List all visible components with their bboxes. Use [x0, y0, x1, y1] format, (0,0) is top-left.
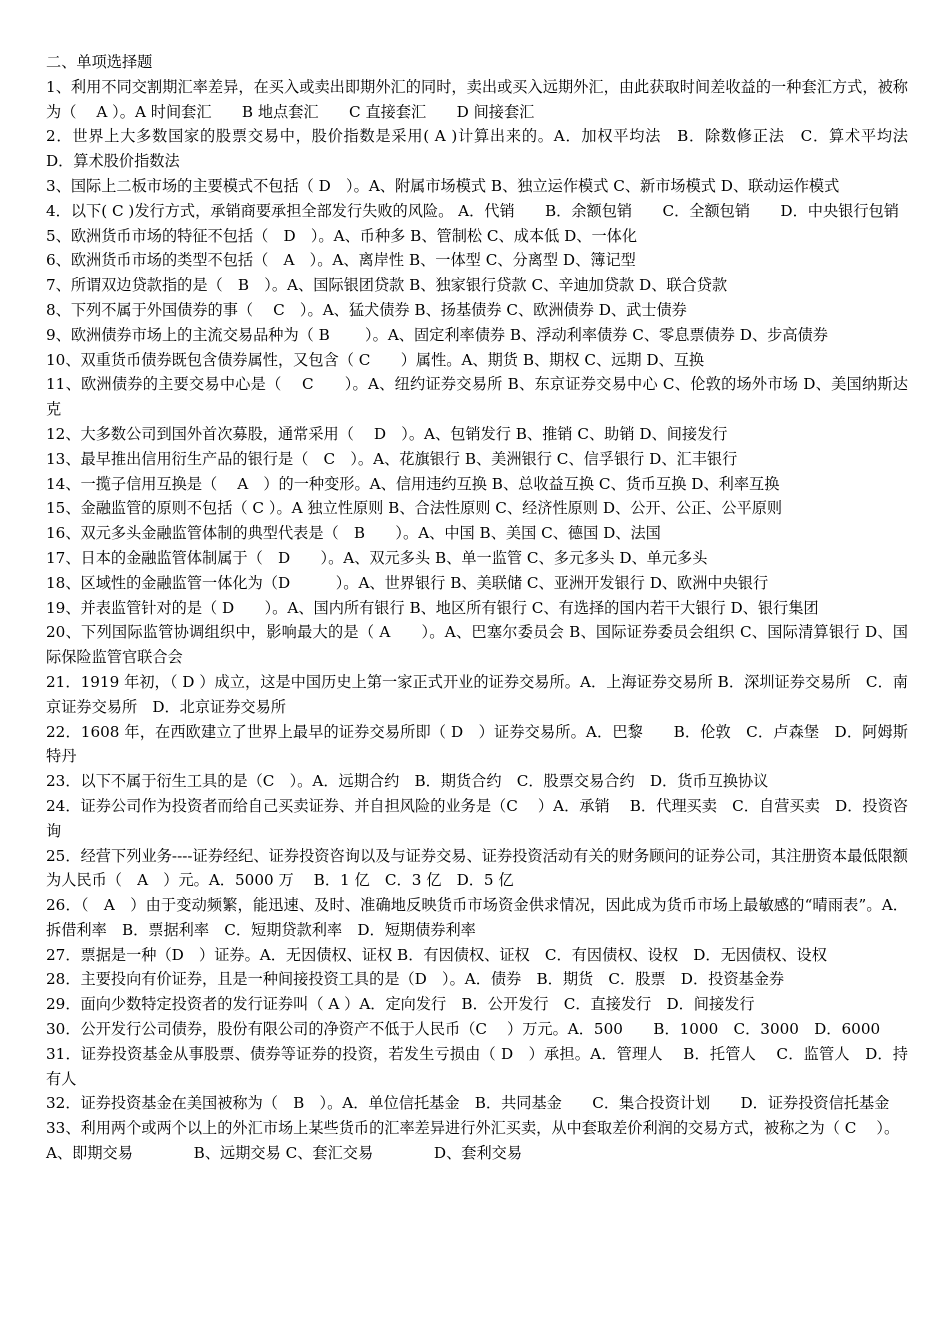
question-13: 13、最早推出信用衍生产品的银行是（ C ）。A、花旗银行 B、美洲银行 C、信孚银行 D、汇丰银行 — [46, 449, 738, 468]
question-26: 26．（ A ）由于变动频繁，能迅速、及时、准确地反映货币市场资金供求情况，因此成为货币市场上最敏感的“晴雨表”。A．拆借利率 B．票据利率 C．短期贷款利率 D．短期债券利率 — [46, 896, 908, 939]
question-27: 27．票据是一种（D ）证券。A．无因债权、证权 B．有因债权、证权 C．有因债权、设权 D．无因债权、设权 — [46, 945, 827, 964]
question-12: 12、大多数公司到国外首次募股，通常采用（ D ）。A、包销发行 B、推销 C、助销 D、间接发行 — [46, 424, 728, 443]
question-25: 25．经营下列业务----证券经纪、证券投资咨询以及与证券交易、证券投资活动有关的财务顾问的证券公司，其注册资本最低限额为人民币（ A ）元。A．5000 万 B．1 亿 C．3 亿 D．5 亿 — [46, 846, 908, 890]
question-3: 3、国际上二板市场的主要模式不包括（ D ）。A、附属市场模式 B、独立运作模式 C、新市场模式 D、联动运作模式 — [46, 176, 840, 195]
question-32: 32．证券投资基金在美国被称为（ B ）。A．单位信托基金 B．共同基金 C．集合投资计划 D．证券投资信托基金 — [46, 1094, 890, 1113]
question-5: 5、欧洲货币市场的特征不包括（ D ）。A、币种多 B、管制松 C、成本低 D、一体化 — [46, 226, 638, 245]
question-4: 4．以下( C )发行方式，承销商要承担全部发行失败的风险。 A．代销 B．余额包销 C．全额包销 D．中央银行包销 — [46, 201, 899, 220]
question-29: 29．面向少数特定投资者的发行证券叫（ A ）A．定向发行 B．公开发行 C．直接发行 D．间接发行 — [46, 995, 755, 1014]
question-14: 14、一揽子信用互换是（ A ）的一种变形。A、信用违约互换 B、总收益互换 C、货币互换 D、利率互换 — [46, 474, 780, 493]
question-10: 10、双重货币债券既包含债券属性，又包含（ C ）属性。A、期货 B、期权 C、远期 D、互换 — [46, 350, 705, 369]
question-1: 1、利用不同交割期汇率差异，在买入或卖出即期外汇的同时，卖出或买入远期外汇，由此获取时间差收益的一种套汇方式，被称为（ A ）。A 时间套汇 B 地点套汇 C 直接套汇 D 间接套汇 — [46, 77, 908, 121]
question-16: 16、双元多头金融监管体制的典型代表是（ B ）。A、中国 B、美国 C、德国 D、法国 — [46, 524, 661, 543]
question-33-options: A、即期交易 B、远期交易 C、套汇交易 D、套利交易 — [46, 1144, 523, 1163]
question-33: 33、利用两个或两个以上的外汇市场上某些货币的汇率差异进行外汇买卖，从中套取差价利润的交易方式，被称之为（ C ）。 — [46, 1119, 900, 1138]
question-24: 24．证券公司作为投资者而给自己买卖证券、并自担风险的业务是（C ）A．承销 B．代理买卖 C．自营买卖 D．投资咨询 — [46, 796, 908, 840]
question-9: 9、欧洲债券市场上的主流交易品种为（ B ）。A、固定利率债券 B、浮动利率债券 C、零息票债券 D、步高债券 — [46, 325, 828, 344]
section-heading: 二、单项选择题 — [46, 53, 153, 71]
question-2: 2．世界上大多数国家的股票交易中，股价指数是采用( A )计算出来的。A．加权平均法 B．除数修正法 C．算术平均法 D．算术股价指数法 — [46, 127, 939, 171]
question-6: 6、欧洲货币市场的类型不包括（ A ）。A、离岸性 B、一体型 C、分离型 D、簿记型 — [46, 251, 636, 270]
question-30: 30．公开发行公司债券，股份有限公司的净资产不低于人民币（C ）万元。A．500 B．1000 C．3000 D．6000 — [46, 1020, 881, 1039]
question-20: 20、下列国际监管协调组织中，影响最大的是（ A ）。A、巴塞尔委员会 B、国际证券委员会组织 C、国际清算银行 D、国际保险监管官联合会 — [46, 623, 908, 667]
question-23: 23．以下不属于衍生工具的是（C ）。A．远期合约 B．期货合约 C．股票交易合约 D．货币互换协议 — [46, 772, 769, 791]
question-31: 31．证券投资基金从事股票、债券等证券的投资，若发生亏损由（ D ）承担。A．管理人 B．托管人 C．监管人 D．持有人 — [46, 1044, 908, 1088]
question-17: 17、日本的金融监管体制属于（ D ）。A、双元多头 B、单一监管 C、多元多头 D、单元多头 — [46, 548, 708, 567]
question-28: 28．主要投向有价证券，且是一种间接投资工具的是（D ）。A．债券 B．期货 C．股票 D．投资基金券 — [46, 970, 785, 989]
question-7: 7、所谓双边贷款指的是（ B ）。A、国际银团贷款 B、独家银行贷款 C、辛迪加贷款 D、联合贷款 — [46, 276, 728, 295]
question-18: 18、区域性的金融监管一体化为（D ）。A、世界银行 B、美联储 C、亚洲开发银行 D、欧洲中央银行 — [46, 573, 769, 592]
question-8: 8、下列不属于外国债券的事（ C ）。A、猛犬债券 B、扬基债券 C、欧洲债券 D、武士债券 — [46, 300, 687, 319]
question-22: 22．1608 年，在西欧建立了世界上最早的证券交易所即（ D ）证券交易所。A．巴黎 B．伦敦 C．卢森堡 D．阿姆斯特丹 — [46, 722, 908, 766]
question-11: 11、欧洲债券的主要交易中心是（ C ）。A、纽约证券交易所 B、东京证券交易中心 C、伦敦的场外市场 D、美国纳斯达克 — [46, 375, 908, 419]
question-15: 15、金融监管的原则不包括（ C ）。A 独立性原则 B、合法性原则 C、经济性原则 D、公开、公正、公平原则 — [46, 499, 783, 518]
question-21: 21．1919 年初，（ D ）成立，这是中国历史上第一家正式开业的证券交易所。A．上海证券交易所 B．深圳证券交易所 C．南京证券交易所 D．北京证券交易所 — [46, 672, 908, 716]
question-19: 19、并表监管针对的是（ D ）。A、国内所有银行 B、地区所有银行 C、有选择的国内若干大银行 D、银行集团 — [46, 598, 819, 617]
